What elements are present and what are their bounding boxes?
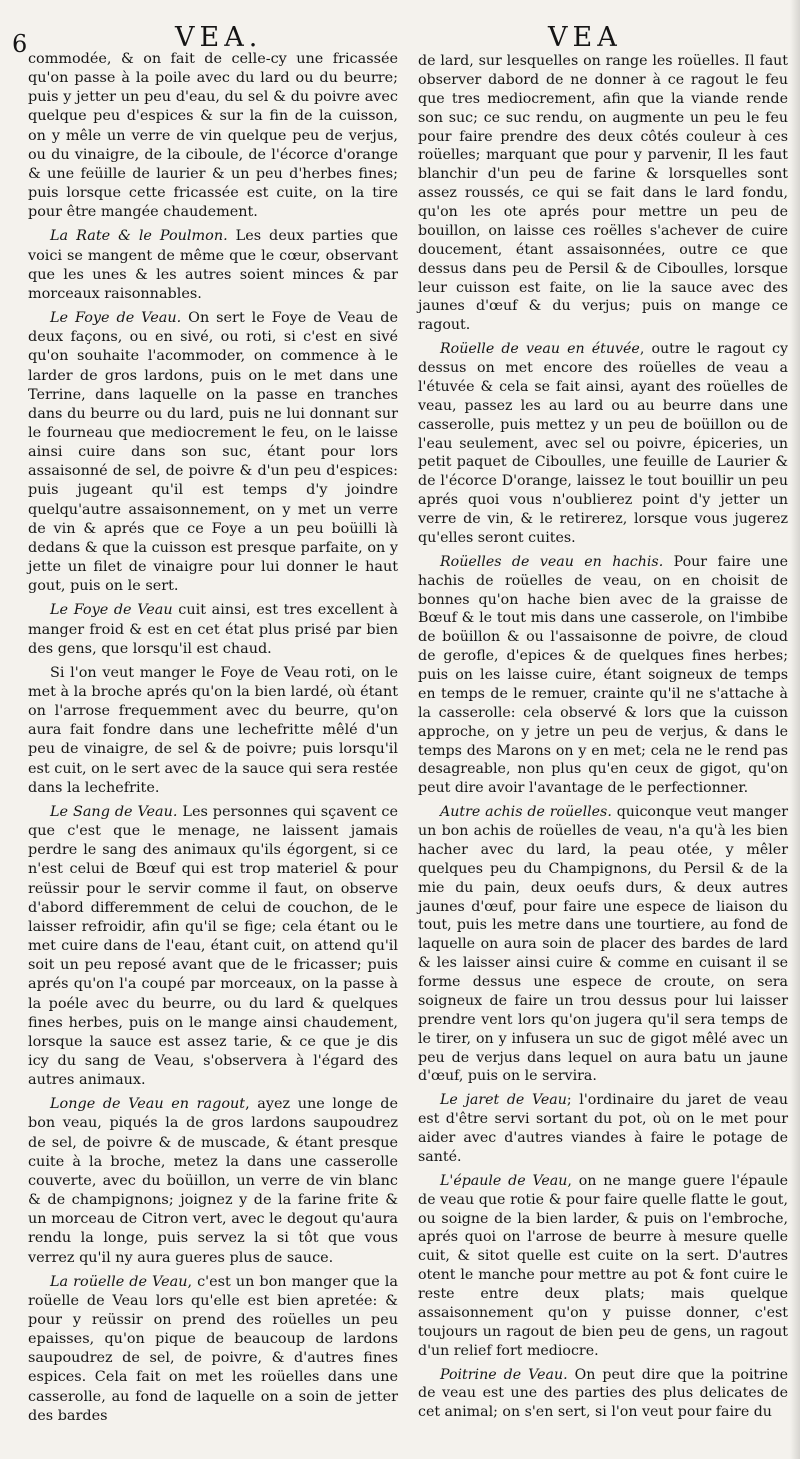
paragraph-text: de lard, sur lesquelles on range les roüelles. Il faut observer dabord de ne donner à ce ragout le feu que tres mediocrement, afin que la viande rende son suc; ce suc rendu, on augmente un peu le feu pour faire prendre des deux côtés couleur à ces roüelles; marquant que pour y parvenir, Il les faut blanchir d'un peu de farine & lorsquelles sont assez roussés, ce qui se fait dans le lard fondu, qu'on les ote aprés pour mettre un peu de bouillon, on laisse ces roëlles s'achever de cuire doucement, étant assaisonnées, outre ce que dessus dans peu de Persil & de Ciboulles, lorsque leur cuisson est faite, on lie la sauce avec des jaunes d'œuf & du verjus; puis on mange ce ragout. — [418, 53, 788, 334]
paragraph-text: Si l'on veut manger le Foye de Veau roti, on le met à la broche aprés qu'on la bien lardé, où étant on l'arrose frequemment avec du beurre, qu'on aura fait fondre dans une lechefritte mêlé d'un peu de vinaigre, de sel & de poivre; puis lorsqu'il est cuit, on le sert avec de la sauce qui sera restée dans la lechefrite. — [28, 664, 398, 796]
paragraph-text: On sert le Foye de Veau de deux façons, ou en sivé, ou roti, si c'est en sivé qu'on souhaite l'acommoder, on commence à le larder de gros lardons, puis on le met dans une Terrine, dans laquelle on la passe en tranches dans du beurre ou du lard, puis ne lui donnant sur le fourneau que mediocrement le feu, on le laisse ainsi cuire dans son suc, étant pour lors assaisonné de sel, de poivre & d'un peu d'espices: puis jugeant qu'il est temps d'y joindre quelqu'autre assaisonnement, on y met un verre de vin & aprés que ce Foye a un peu boüilli là dedans & que la cuisson est presque parfaite, on y jette un filet de vinaigre pour lui donner le haut gout, puis on le sert. — [28, 310, 399, 595]
paragraph-text: Les personnes qui sçavent ce que c'est que le menage, ne laissent jamais perdre le sang des animaux qu'ils égorgent, si ce n'est celui de Bœuf qui est trop materiel & pour reüssir pour le servir comme il faut, on observe d'abord differemment de celui de couchon, de le laisser refroidir, afin qu'il se fige; cela étant ou le met cuire dans de l'eau, étant cuit, on attend qu'il soit un peu reposé avant que de le fricasser; puis aprés qu'on l'a coupé par morceaux, on la passe à la poéle avec du beurre, ou du lard & quelques fines herbes, puis on le mange ainsi chaudement, lorsque la sauce est assez tarie, & ce que je dis icy du sang de Veau, s'observera à l'égard des autres animaux. — [28, 803, 398, 1089]
paragraph-text: quiconque veut manger un bon achis de roüelles de veau, n'a qu'à les bien hacher avec du lard, la peau otée, y mêler quelques peu du Champignons, du Persil & de la mie du pain, deux oeufs durs, & deux autres jaunes d'œuf, pour faire une espece de liaison du tout, puis les metre dans une tourtiere, au fond de laquelle on aura soin de placer des bardes de lard & les laisser ainsi cuire & comme en cuisant il se forme dessus une espece de croute, on sera soigneux de faire un trou dessus pour lui laisser prendre vent lors qu'on jugera qu'il sera temps de le tirer, on y infusera un suc de gigot mêlé avec un peu de verjus dans lequel on aura batu un jaune d'œuf, puis on le servira. — [418, 804, 788, 1085]
entry-heading: Le Sang de Veau. — [50, 803, 178, 820]
paragraph-text: , outre le ragout cy dessus on met encore des roüelles de veau a l'étuvée & cela se fait ainsi, ayant des roüelles de veau, passez les au lard ou au beurre dans une casserolle, puis mettez y un peu de boüillon ou de l'eau seulement, avec sel ou poivre, épiceries, un petit paquet de Ciboulles, une feuille de Laurier & de l'écorce D'orange, laissez le tout bouillir un peu aprés quoi vous n'oublierez point d'y jetter un verre de vin, & le retirerez, lorsque vous jugerez qu'elles seront cuites. — [418, 341, 788, 546]
paragraph — [418, 340, 788, 548]
page-number: 6 — [12, 30, 28, 58]
entry-heading: Le jaret de Veau — [440, 1092, 567, 1109]
running-head-left: VEA. — [175, 22, 263, 53]
right-column — [418, 52, 788, 1422]
entry-heading: Roüelles de veau en hachis. — [440, 553, 664, 570]
paragraph — [28, 227, 398, 304]
entry-heading: L'épaule de Veau — [440, 1172, 568, 1189]
paragraph — [418, 1172, 788, 1361]
entry-heading: Le Foye de Veau. — [50, 310, 182, 327]
entry-heading: Roüelle de veau en étuvée — [440, 341, 640, 358]
paragraph — [418, 553, 788, 798]
left-column — [28, 50, 398, 1426]
paragraph — [28, 664, 398, 798]
paragraph — [28, 1095, 398, 1267]
paragraph-text: , c'est un bon manger que la roüelle de Veau lors qu'elle est bien apretée: & pour y reüssir on prend des roüelles un peu epaisses, qu'on pique de beaucoup de lardons saupoudrez de sel, de poivre, & d'autres fines espices. Cela fait on met les roüelles dans une casserolle, au fond de laquelle on a soin de jetter des bardes — [28, 1273, 398, 1424]
paragraph — [28, 309, 398, 596]
paragraph — [28, 1273, 398, 1426]
paragraph-text: cuit ainsi, est tres excellent à manger froid & est en cet état plus prisé par bien des gens, que lorsqu'il est chaud. — [28, 602, 399, 657]
paragraph-text: Les deux parties que voici se mangent de même que le cœur, observant que les unes & les autres soient minces & par morceaux raisonnables. — [28, 228, 398, 302]
running-head-right: VEA — [548, 22, 622, 53]
paragraph — [418, 52, 788, 335]
paragraph-text: On peut dire que la poitrine de veau est une des parties des plus delicates de cet animal; on s'en sert, si l'on veut pour faire du — [418, 1366, 788, 1421]
paragraph — [28, 601, 398, 658]
paragraph-text: commodée, & on fait de celle-cy une fricassée qu'on passe à la poile avec du lard ou du beurre; puis y jetter un peu d'eau, du sel & du poivre avec quelque peu d'espices & sur la fin de la cuisson, on y mêle un verre de vin quelque peu de verjus, ou du vinaigre, de la ciboule, de l'écorce d'orange & une feüille de laurier & un peu d'herbes fines; puis lorsque cette fricassée est cuite, on la tire pour être mangée chaudement. — [28, 51, 398, 221]
paragraph-text: , ayez une longe de bon veau, piqués la de gros lardons saupoudrez de sel, de poivre & de muscade, & étant presque cuite à la broche, metez la dans une casserolle couverte, avec du boüillon, un verre de vin blanc & de champignons; joignez y de la farine frite & un morceau de Citron vert, avec le degout qu'aura rendu la longe, puis servez la si tôt que vous verrez qu'il ny aura gueres plus de sauce. — [28, 1096, 398, 1266]
paragraph — [28, 803, 398, 1090]
entry-heading: Poitrine de Veau. — [440, 1366, 568, 1383]
entry-heading: Le Foye de Veau — [50, 602, 173, 619]
paragraph — [418, 1366, 788, 1423]
paragraph-text: , on ne mange guere l'épaule de veau que rotie & pour faire quelle flatte le gout, ou soigne de la bien larder, & puis on l'embroche, aprés quoi on l'arrose de beurre à mesure quelle cuit, & sitot quelle est cuite on la sert. D'autres otent le manche pour mettre au pot & font cuire le reste entre deux plats; mais quelque assaisonnement qu'on y puisse donner, c'est toujours un ragout de bien peu de gens, un ragout d'un relief fort mediocre. — [418, 1172, 788, 1359]
paragraph — [28, 50, 398, 222]
entry-heading: La Rate & le Poulmon. — [50, 228, 228, 245]
paragraph-text: Pour faire une hachis de roüelles de veau, on en choisit de bonnes qu'on hache bien avec de la graisse de Bœuf & le tout mis dans une casserole, on l'imbibe de boüillon & ou l'assaisonne de poivre, de cloud de gerofle, d'epices & de quelques fines herbes; puis on les laisse cuire, étant soigneux de temps en temps de le remuer, crainte qu'il ne s'attache à la casserolle: cela observé & lors que la cuisson approche, on y jetre un peu de verjus, & dans le temps des Marons on y en met; cela ne le rend pas desagreable, non plus qu'en ceux de gigot, qu'on peut dire avoir l'avantage de le perfectionner. — [418, 553, 789, 797]
paragraph — [418, 803, 788, 1086]
paragraph-text: ; l'ordinaire du jaret de veau est d'être servi sortant du pot, où on le met pour aider avec d'autres viandes à faire le potage de santé. — [418, 1092, 788, 1165]
entry-heading: Longe de Veau en ragout — [50, 1096, 246, 1113]
entry-heading: Autre achis de roüelles. — [440, 804, 612, 821]
paragraph — [418, 1091, 788, 1167]
entry-heading: La roüelle de Veau — [50, 1273, 188, 1290]
page-edge-shadow — [790, 0, 800, 1459]
